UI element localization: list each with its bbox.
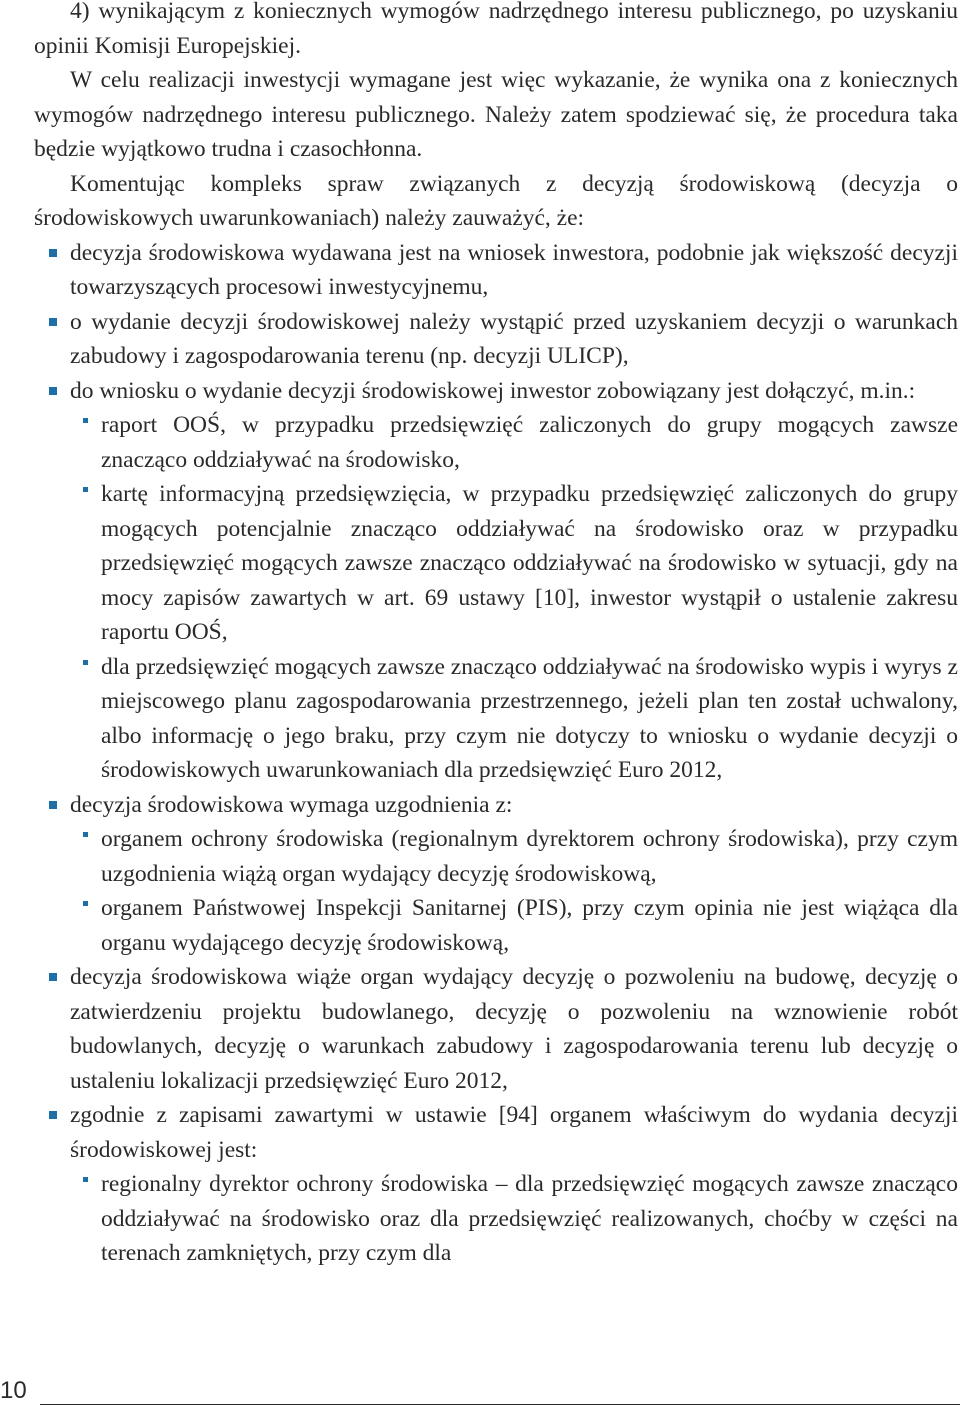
list-item-text: decyzja środowiskowa wiąże organ wydający decyzję o pozwoleniu na budowę, decyzję o zatwierdzeniu projektu budowlanego, decyzję o pozwoleniu na wznowienie robót budowlanych, decyzję o warunkach zabudowy i zagospodarowania terenu lub decyzję o ustaleniu lokalizacji przedsięwzięć Euro 2012, bbox=[70, 964, 958, 1094]
sub-list-item bbox=[101, 891, 958, 960]
page-number: 10 bbox=[0, 1377, 27, 1404]
bullet-list bbox=[34, 236, 958, 1271]
list-item bbox=[70, 960, 958, 1098]
square-bullet-icon bbox=[49, 801, 57, 809]
paragraph-2: Komentując kompleks spraw związanych z decyzją środowiskową (decyzja o środowiskowych uwarunkowaniach) należy zauważyć, że: bbox=[34, 170, 958, 231]
square-bullet-icon bbox=[49, 249, 57, 257]
list-item-text: zgodnie z zapisami zawartymi w ustawie [94] organem właściwym do wydania decyzji środowiskowej jest: bbox=[70, 1102, 958, 1163]
list-item-text: o wydanie decyzji środowiskowej należy wystąpić przed uzyskaniem decyzji o warunkach zabudowy i zagospodarowania terenu (np. decyzji ULICP), bbox=[70, 308, 958, 369]
sub-list-item bbox=[101, 650, 958, 788]
list-item bbox=[70, 305, 958, 374]
list-item-text: decyzja środowiskowa wymaga uzgodnienia z: bbox=[70, 791, 513, 818]
sub-list-item bbox=[101, 822, 958, 891]
point-4: 4) wynikającym z koniecznych wymogów nadrzędnego interesu publicznego, po uzyskaniu opinii Komisji Europejskiej. bbox=[34, 0, 958, 59]
square-bullet-icon bbox=[49, 318, 57, 326]
sub-list-item-text: dla przedsięwzięć mogących zawsze znacząco oddziaływać na środowisko wypis i wyrys z miejscowego planu zagospodarowania przestrzennego, jeżeli plan ten został uchwalony, albo informację o jego braku, przy czym nie dotyczy to wniosku o wydanie decyzji o środowiskowych uwarunkowaniach dla przedsięwzięć Euro 2012, bbox=[101, 653, 958, 783]
list-item-text: decyzja środowiskowa wydawana jest na wniosek inwestora, podobnie jak większość decyzji towarzyszących procesowi inwestycyjnemu, bbox=[70, 239, 958, 300]
sub-list bbox=[70, 1167, 958, 1271]
sub-list-item bbox=[101, 477, 958, 650]
sub-list bbox=[70, 408, 958, 788]
sub-list-item-text: organem Państwowej Inspekcji Sanitarnej (PIS), przy czym opinia nie jest wiążąca dla organu wydającego decyzję środowiskową, bbox=[101, 895, 958, 956]
paragraph-1: W celu realizacji inwestycji wymagane jest więc wykazanie, że wynika ona z koniecznych wymogów nadrzędnego interesu publicznego. Należy zatem spodziewać się, że procedura taka będzie wyjątkowo trudna i czasochłonna. bbox=[34, 67, 958, 162]
footer-divider bbox=[40, 1404, 960, 1405]
small-square-bullet-icon bbox=[83, 832, 88, 837]
sub-list-item bbox=[101, 1167, 958, 1271]
list-item bbox=[70, 1098, 958, 1271]
page-body bbox=[34, 0, 958, 1271]
list-item bbox=[70, 788, 958, 961]
list-item bbox=[70, 236, 958, 305]
sub-list-item-text: organem ochrony środowiska (regionalnym dyrektorem ochrony środowiska), przy czym uzgodnienia wiążą organ wydający decyzję środowiskową, bbox=[101, 826, 958, 887]
sub-list-item bbox=[101, 408, 958, 477]
sub-list-item-text: raport OOŚ, w przypadku przedsięwzięć zaliczonych do grupy mogących zawsze znacząco oddziaływać na środowisko, bbox=[101, 412, 958, 473]
list-item bbox=[70, 374, 958, 788]
square-bullet-icon bbox=[49, 973, 57, 981]
square-bullet-icon bbox=[49, 1111, 57, 1119]
sub-list-item-text: kartę informacyjną przedsięwzięcia, w przypadku przedsięwzięć zaliczonych do grupy mogących potencjalnie znacząco oddziaływać na środowisko oraz w przypadku przedsięwzięć mogących zawsze znacząco oddziaływać na środowisko w sytuacji, gdy na mocy zapisów zawartych w art. 69 ustawy [10], inwestor wystąpił o ustalenie zakresu raportu OOŚ, bbox=[101, 481, 958, 645]
small-square-bullet-icon bbox=[83, 660, 88, 665]
page-footer bbox=[0, 1375, 960, 1407]
square-bullet-icon bbox=[49, 387, 57, 395]
sub-list bbox=[70, 822, 958, 960]
small-square-bullet-icon bbox=[83, 901, 88, 906]
small-square-bullet-icon bbox=[83, 487, 88, 492]
small-square-bullet-icon bbox=[83, 1177, 88, 1182]
small-square-bullet-icon bbox=[83, 418, 88, 423]
sub-list-item-text: regionalny dyrektor ochrony środowiska – dla przedsięwzięć mogących zawsze znacząco oddziaływać na środowisko oraz dla przedsięwzięć realizowanych, choćby w części na terenach zamkniętych, przy czym dla bbox=[101, 1171, 958, 1266]
list-item-text: do wniosku o wydanie decyzji środowiskowej inwestor zobowiązany jest dołączyć, m.in.: bbox=[70, 377, 916, 404]
